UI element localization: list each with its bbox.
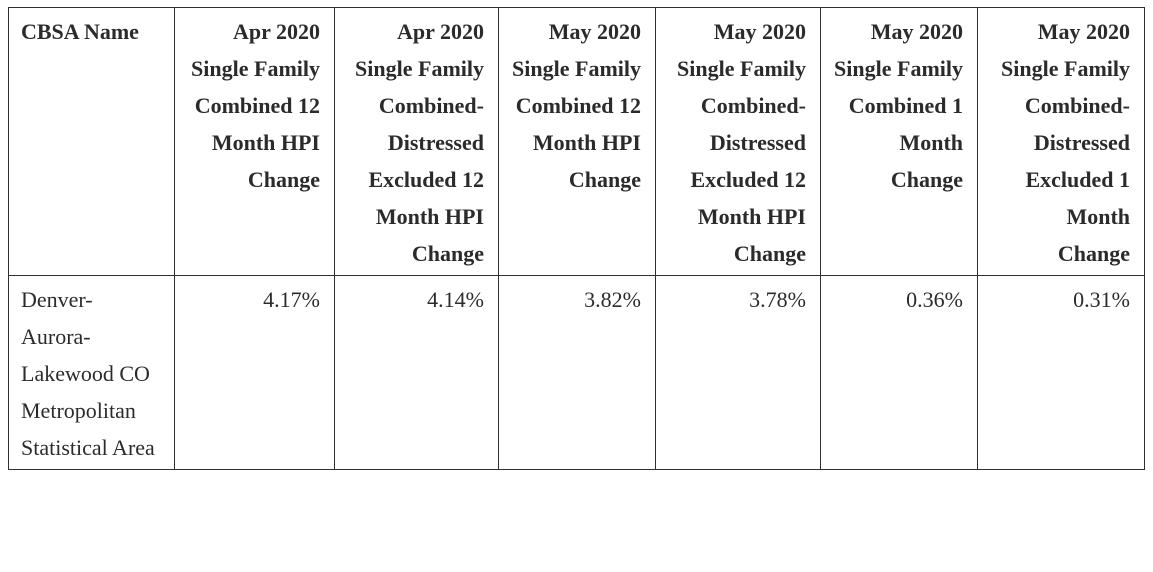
table-body — [9, 276, 1145, 470]
header-row — [9, 8, 1145, 276]
hpi-table — [8, 7, 1145, 470]
value-cell-apr-distressed-excluded-12m: 4.14% — [335, 276, 499, 470]
table-header — [9, 8, 1145, 276]
header-cbsa-name: CBSA Name — [9, 8, 175, 276]
value-cell-may-distressed-excluded-12m: 3.78% — [656, 276, 821, 470]
header-apr-distressed-excluded-12m: Apr 2020 Single Family Combined-Distressed Excluded 12 Month HPI Change — [335, 8, 499, 276]
cbsa-name-cell: Denver-Aurora-Lakewood CO Metropolitan Statistical Area — [9, 276, 175, 470]
value-cell-may-combined-12m: 3.82% — [499, 276, 656, 470]
header-may-distressed-excluded-1m: May 2020 Single Family Combined-Distressed Excluded 1 Month Change — [978, 8, 1145, 276]
header-may-combined-1m: May 2020 Single Family Combined 1 Month Change — [821, 8, 978, 276]
value-cell-may-combined-1m: 0.36% — [821, 276, 978, 470]
table-row — [9, 276, 1145, 470]
value-cell-apr-combined-12m: 4.17% — [175, 276, 335, 470]
header-may-distressed-excluded-12m: May 2020 Single Family Combined-Distressed Excluded 12 Month HPI Change — [656, 8, 821, 276]
header-apr-combined-12m: Apr 2020 Single Family Combined 12 Month HPI Change — [175, 8, 335, 276]
header-may-combined-12m: May 2020 Single Family Combined 12 Month HPI Change — [499, 8, 656, 276]
value-cell-may-distressed-excluded-1m: 0.31% — [978, 276, 1145, 470]
